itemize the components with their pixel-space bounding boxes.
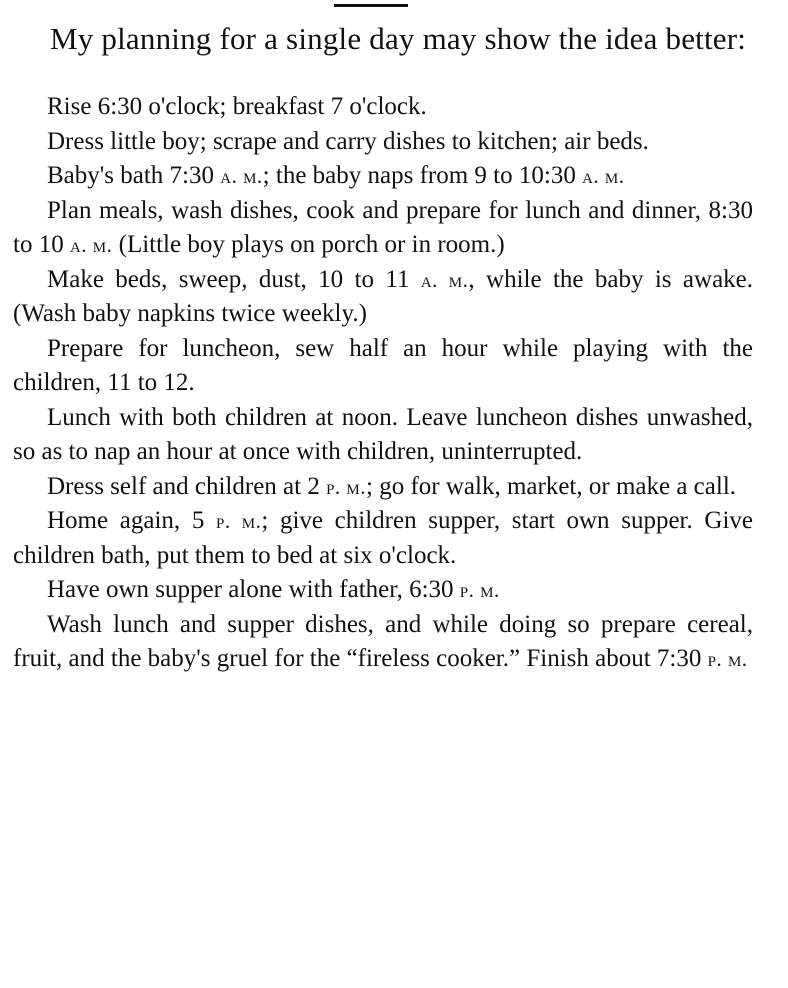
schedule-item <box>13 504 753 573</box>
schedule-text: Rise 6:30 o'clock; breakfast 7 o'clock. <box>47 93 427 120</box>
schedule-text: Wash lunch and supper dishes, and while doing so prepare cereal, fruit, and the baby's gruel for the “fireless cooker.” Finish about 7:30 <box>13 610 753 672</box>
schedule-text: Plan meals, wash dishes, cook and prepare for lunch and dinner, 8:30 to 10 <box>13 196 753 258</box>
schedule-text: ; the baby naps from 9 to 10:30 <box>262 162 583 189</box>
schedule-text: Baby's bath 7:30 <box>47 162 221 189</box>
schedule-item <box>13 263 753 332</box>
schedule-text: Dress self and children at 2 <box>47 472 327 500</box>
schedule-text: ; give children supper, start own supper. Give children bath, put them to bed at six o'clock. <box>13 507 754 569</box>
schedule-item <box>13 470 753 505</box>
time-marker: p. m. <box>215 509 262 533</box>
schedule-text: Prepare for luncheon, sew half an hour while playing with the children, 11 to 12. <box>13 334 753 396</box>
time-marker: p. m. <box>459 578 500 602</box>
time-marker: a. m. <box>69 233 113 257</box>
schedule-item <box>13 125 753 160</box>
time-marker: a. m. <box>582 164 625 188</box>
schedule-item <box>13 194 753 263</box>
schedule-text: ; go for walk, market, or make a call. <box>366 472 737 500</box>
intro-paragraph: My planning for a single day may show the idea better: <box>50 21 747 56</box>
schedule-text: Make beds, sweep, dust, 10 to 11 <box>47 265 421 293</box>
schedule-item <box>13 332 753 401</box>
schedule-text: Dress little boy; scrape and carry dishes to kitchen; air beds. <box>47 127 649 155</box>
time-marker: p. m. <box>326 474 367 499</box>
time-marker: a. m. <box>220 164 263 188</box>
page-text <box>13 16 753 677</box>
schedule-text: (Little boy plays on porch or in room.) <box>112 231 505 258</box>
schedule-list <box>13 90 753 677</box>
schedule-item <box>13 159 753 194</box>
schedule-item <box>13 90 753 125</box>
schedule-item <box>13 608 753 677</box>
time-marker: a. m. <box>420 267 469 292</box>
schedule-text: , while the baby is awake. (Wash baby napkins twice weekly.) <box>13 265 754 327</box>
schedule-text: Lunch with both children at noon. Leave luncheon dishes unwashed, so as to nap an hour at once with children, uninterrupted. <box>13 403 753 465</box>
schedule-item <box>13 573 753 608</box>
top-rule <box>334 4 408 7</box>
time-marker: p. m. <box>707 647 748 671</box>
schedule-text: Home again, 5 <box>47 507 216 534</box>
schedule-item <box>13 401 753 470</box>
schedule-text: Have own supper alone with father, 6:30 <box>47 576 460 603</box>
